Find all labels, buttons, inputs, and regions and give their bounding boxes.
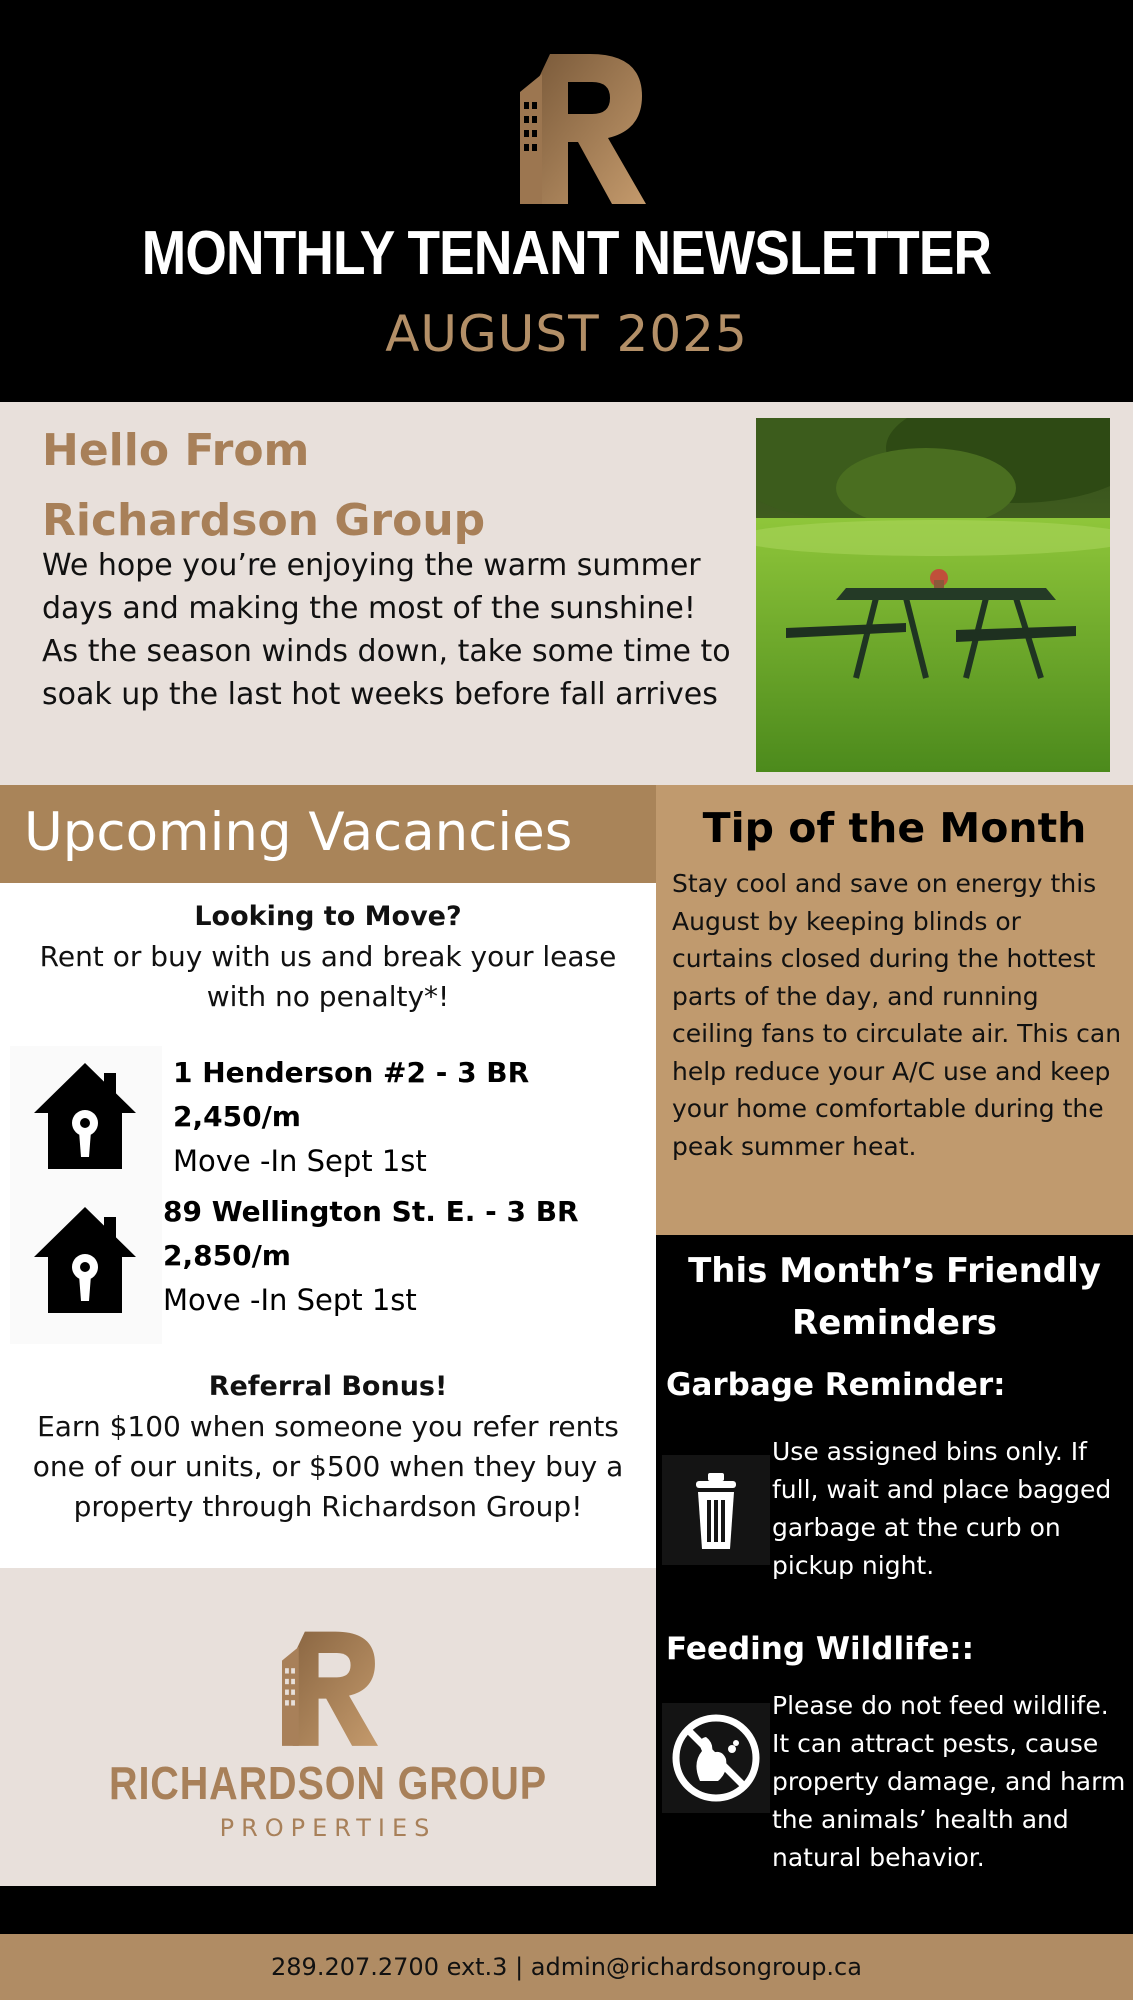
richardson-group-logo-icon <box>282 1630 378 1746</box>
richardson-group-logo-icon <box>520 52 646 204</box>
listing-2-price: 2,850/m <box>163 1239 291 1272</box>
reminders-heading <box>656 1245 1133 1349</box>
garbage-reminder-title: Garbage Reminder: <box>666 1367 1006 1403</box>
vacancies-section <box>0 883 656 1568</box>
listing-2-move-in: Move -In Sept 1st <box>163 1283 417 1317</box>
listing-1[interactable] <box>173 1051 529 1183</box>
wildlife-reminder-title: Feeding Wildlife:: <box>666 1631 975 1667</box>
referral-body: Earn $100 when someone you refer rents one of our units, or $500 when they buy a property through Richardson Group! <box>32 1410 624 1523</box>
tip-body: Stay cool and save on energy this August by keeping blinds or curtains closed during the hottest parts of the day, and running ceiling fans to circulate air. This can help reduce your A/C use and keep your home comfortable during the peak summer heat. <box>672 869 1122 1161</box>
listing-2[interactable] <box>163 1190 579 1322</box>
picnic-table-photo <box>756 418 1110 772</box>
newsletter-header <box>0 0 1133 402</box>
trash-can-icon <box>662 1455 770 1565</box>
referral-heading: Referral Bonus! <box>208 1371 448 1402</box>
tip-of-the-month-section <box>656 785 1133 1235</box>
listing-1-move-in: Move -In Sept 1st <box>173 1144 427 1178</box>
vacancies-heading: Upcoming Vacancies <box>24 802 573 863</box>
newsletter-month: AUGUST 2025 <box>385 305 748 363</box>
looking-to-move-body: Rent or buy with us and break your lease with no penalty*! <box>39 940 617 1013</box>
listing-1-price: 2,450/m <box>173 1100 301 1133</box>
tip-heading: Tip of the Month <box>702 804 1087 852</box>
brand-logo-section <box>0 1568 656 1886</box>
brand-name: RICHARDSON GROUP <box>109 1757 547 1809</box>
hello-section <box>0 402 1133 785</box>
vacancies-heading-bar <box>0 785 656 883</box>
friendly-reminders-section <box>656 1235 1133 1934</box>
contact-info[interactable]: 289.207.2700 ext.3 | admin@richardsongroup.ca <box>271 1953 862 1981</box>
hello-heading-line1: Hello From <box>42 425 310 476</box>
brand-subtitle: PROPERTIES <box>219 1814 437 1842</box>
hello-body: We hope you’re enjoying the warm summer days and making the most of the sunshine! As the season winds down, take some time to soak up the last hot weeks before fall arrives <box>42 548 731 712</box>
house-keyhole-icon <box>32 1061 138 1171</box>
wildlife-reminder-body: Please do not feed wildlife. It can attract pests, cause property damage, and harm the animals’ health and natural behavior. <box>772 1691 1126 1872</box>
looking-to-move-heading: Looking to Move? <box>194 901 462 932</box>
listing-2-address: 89 Wellington St. E. - 3 BR <box>163 1195 579 1228</box>
garbage-reminder-body: Use assigned bins only. If full, wait and place bagged garbage at the curb on pickup night. <box>772 1437 1112 1580</box>
hello-heading <box>42 416 722 556</box>
newsletter-title: MONTHLY TENANT NEWSLETTER <box>141 219 992 288</box>
house-keyhole-icon <box>32 1205 138 1315</box>
hello-heading-line2: Richardson Group <box>42 495 486 546</box>
reminders-heading-line1: This Month’s Friendly <box>688 1251 1101 1291</box>
listing-1-address: 1 Henderson #2 - 3 BR <box>173 1056 530 1089</box>
no-feeding-squirrel-icon <box>662 1703 770 1813</box>
reminders-heading-line2: Reminders <box>792 1303 997 1343</box>
contact-bar <box>0 1934 1133 2000</box>
